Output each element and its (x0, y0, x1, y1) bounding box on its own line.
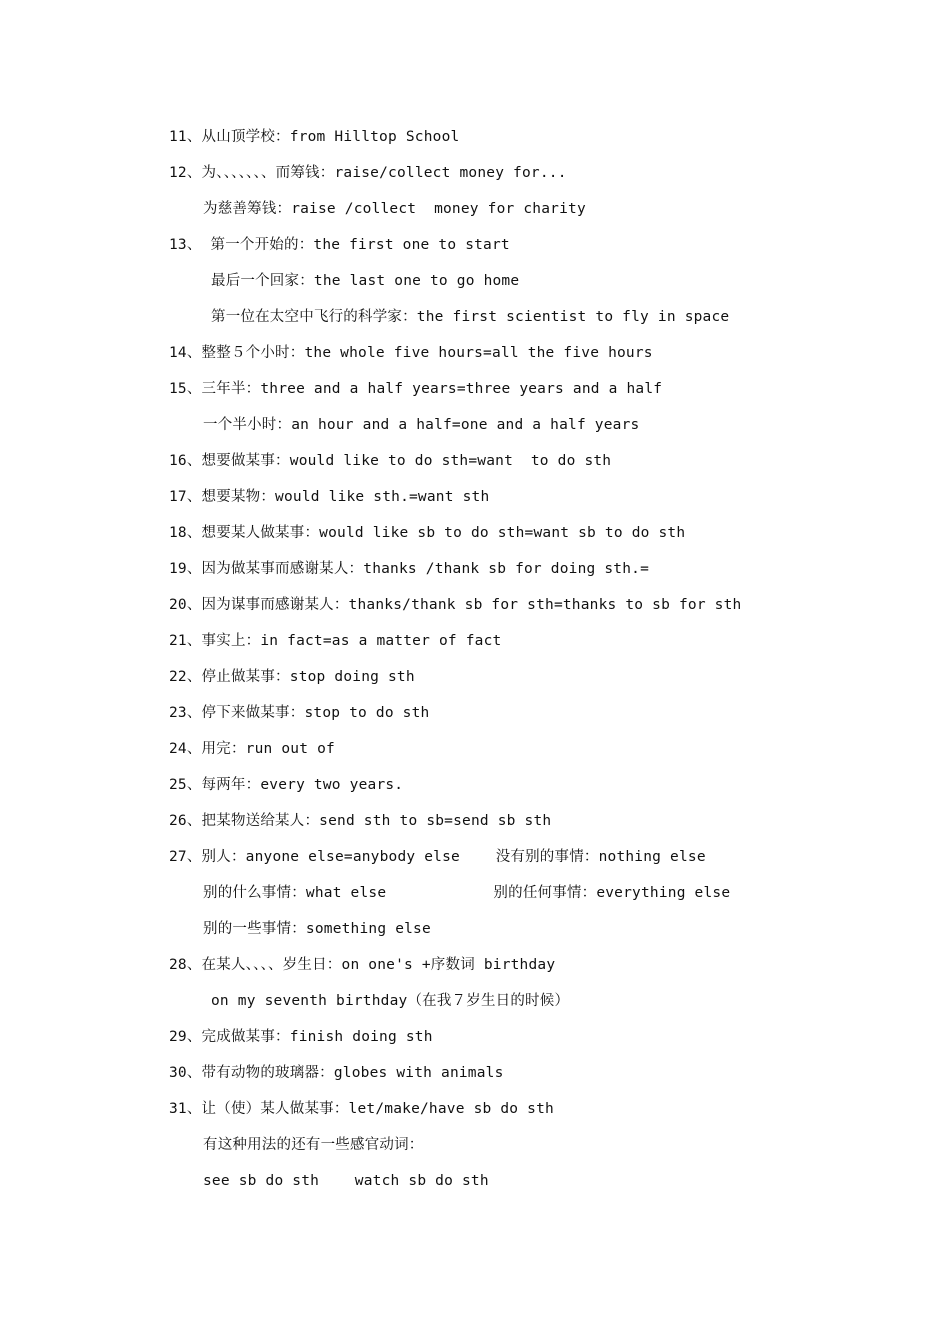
entry-18: 18、想要某人做某事：would like sb to do sth=want sb to do sth (169, 525, 686, 541)
entry-12: 12、为、、、、、、、而筹钱：raise/collect money for... (169, 165, 567, 181)
entry-31-example: see sb do sth watch sb do sth (203, 1173, 489, 1189)
entry-14: 14、整整５个小时：the whole five hours=all the five hours (169, 345, 653, 361)
entry-16: 16、想要做某事：would like to do sth=want to do sth (169, 453, 612, 469)
entry-13: 13、 第一个开始的：the first one to start (169, 237, 510, 253)
entry-25: 25、每两年：every two years. (169, 777, 404, 793)
entry-23: 23、停下来做某事：stop to do sth (169, 705, 430, 721)
entry-27: 27、别人：anyone else=anybody else 没有别的事情：nothing else (169, 849, 706, 865)
entry-17: 17、想要某物：would like sth.=want sth (169, 489, 490, 505)
entry-27-example-1: 别的什么事情：what else 别的任何事情：everything else (203, 885, 731, 901)
entry-15-example: 一个半小时：an hour and a half=one and a half years (203, 417, 640, 433)
entry-26: 26、把某物送给某人：send sth to sb=send sb sth (169, 813, 552, 829)
entry-30: 30、带有动物的玻璃器：globes with animals (169, 1065, 504, 1081)
entry-11: 11、从山顶学校：from Hilltop School (169, 129, 460, 145)
entry-29: 29、完成做某事：finish doing sth (169, 1029, 433, 1045)
entry-15: 15、三年半：three and a half years=three years and a half (169, 381, 663, 397)
entry-31: 31、让（使）某人做某事：let/make/have sb do sth (169, 1101, 554, 1117)
entry-22: 22、停止做某事：stop doing sth (169, 669, 415, 685)
entry-19: 19、因为做某事而感谢某人：thanks /thank sb for doing sth.= (169, 561, 650, 577)
entry-12-example: 为慈善筹钱：raise /collect money for charity (203, 201, 586, 217)
entry-21: 21、事实上：in fact=as a matter of fact (169, 633, 502, 649)
entry-13-example-1: 最后一个回家：the last one to go home (211, 273, 520, 289)
entry-13-example-2: 第一位在太空中飞行的科学家：the first scientist to fly in space (211, 309, 730, 325)
entry-20: 20、因为谋事而感谢某人：thanks/thank sb for sth=thanks to sb for sth (169, 597, 742, 613)
entry-28: 28、在某人、、、、岁生日：on one's +序数词 birthday (169, 957, 556, 973)
entry-28-example: on my seventh birthday（在我７岁生日的时候） (211, 993, 570, 1009)
entry-27-example-2: 别的一些事情：something else (203, 921, 431, 937)
entry-31-note: 有这种用法的还有一些感官动词： (203, 1137, 424, 1153)
entry-24: 24、用完：run out of (169, 741, 335, 757)
